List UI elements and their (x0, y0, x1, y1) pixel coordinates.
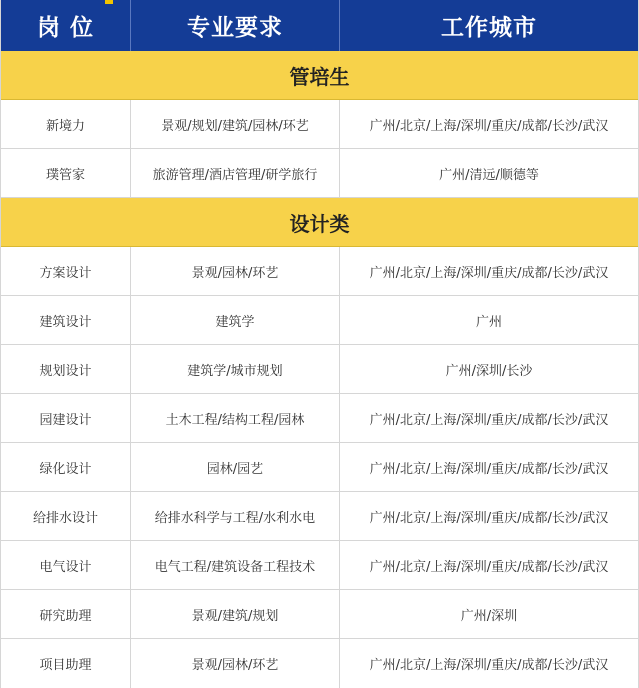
position-cell: 规划设计 (1, 345, 131, 393)
city-cell: 广州 (475, 314, 502, 330)
position-cell: 方案设计 (1, 247, 131, 295)
city-cell: 广州/深圳 (460, 608, 518, 624)
table-row (1, 590, 638, 639)
position-cell: 研究助理 (1, 590, 131, 638)
position-cell: 建筑设计 (1, 296, 131, 344)
table-header (1, 0, 638, 51)
city-cell: 广州/北京/上海/深圳/重庆/成都/长沙/武汉 (369, 118, 609, 134)
major-cell: 景观/建筑/规划 (131, 590, 340, 638)
position-cell: 给排水设计 (1, 492, 131, 540)
section-title-management-trainee: 管培生 (1, 51, 638, 100)
position-cell: 新境力 (1, 100, 131, 148)
table-row (1, 394, 638, 443)
city-cell: 广州/北京/上海/深圳/重庆/成都/长沙/武汉 (369, 658, 609, 673)
major-cell: 电气工程/建筑设备工程技术 (131, 541, 340, 589)
accent-tab (105, 0, 113, 4)
city-cell: 广州/清远/顺德等 (439, 167, 539, 183)
header-position: 岗 位 (1, 0, 131, 51)
major-cell: 景观/规划/建筑/园林/环艺 (131, 100, 340, 148)
table-row (1, 492, 638, 541)
section-title-design: 设计类 (1, 198, 638, 247)
major-cell: 建筑学 (131, 296, 340, 344)
major-cell: 景观/园林/环艺 (131, 639, 340, 688)
position-cell: 绿化设计 (1, 443, 131, 491)
position-cell: 璞管家 (1, 149, 131, 197)
table-row (1, 541, 638, 590)
position-cell: 园建设计 (1, 394, 131, 442)
major-cell: 景观/园林/环艺 (131, 247, 340, 295)
major-cell: 给排水科学与工程/水利水电 (131, 492, 340, 540)
city-cell: 广州/深圳/长沙 (445, 363, 533, 379)
table-row (1, 247, 638, 296)
table-row (1, 443, 638, 492)
header-major: 专业要求 (131, 0, 340, 51)
city-cell: 广州/北京/上海/深圳/重庆/成都/长沙/武汉 (369, 412, 609, 428)
city-cell: 广州/北京/上海/深圳/重庆/成都/长沙/武汉 (369, 461, 609, 477)
city-cell: 广州/北京/上海/深圳/重庆/成都/长沙/武汉 (369, 265, 609, 281)
major-cell: 旅游管理/酒店管理/研学旅行 (131, 149, 340, 197)
city-cell: 广州/北京/上海/深圳/重庆/成都/长沙/武汉 (369, 510, 609, 526)
major-cell: 园林/园艺 (131, 443, 340, 491)
major-cell: 土木工程/结构工程/园林 (131, 394, 340, 442)
header-city: 工作城市 (441, 15, 537, 41)
table-row (1, 100, 638, 149)
major-cell: 建筑学/城市规划 (131, 345, 340, 393)
table-row (1, 296, 638, 345)
table-row (1, 345, 638, 394)
table-row (1, 639, 638, 688)
position-cell: 项目助理 (1, 639, 131, 688)
position-cell: 电气设计 (1, 541, 131, 589)
city-cell: 广州/北京/上海/深圳/重庆/成都/长沙/武汉 (369, 559, 609, 575)
table-row (1, 149, 638, 198)
